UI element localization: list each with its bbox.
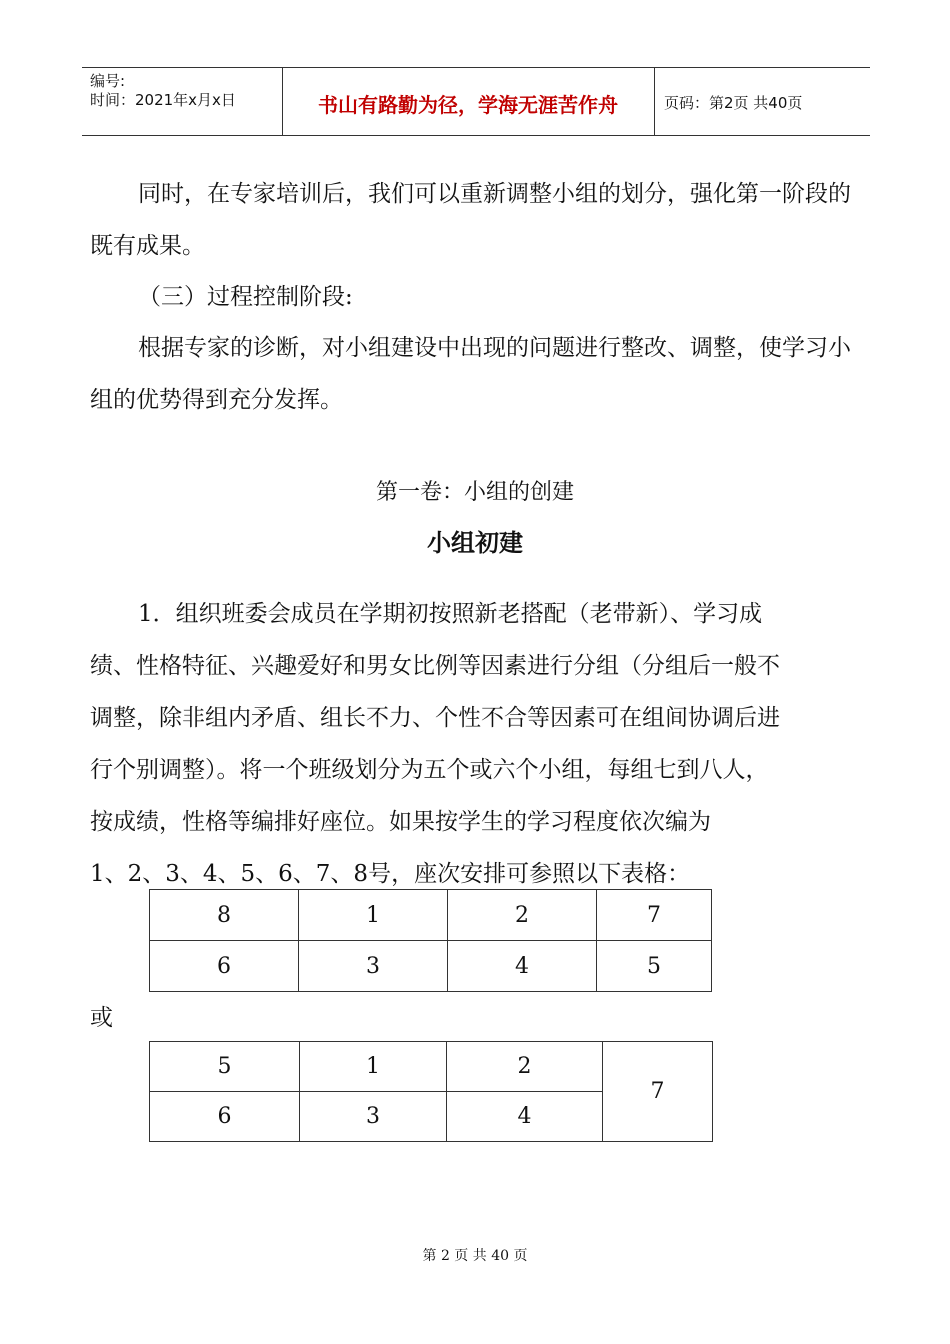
header-motto: 书山有路勤为径，学海无涯苦作舟 xyxy=(318,93,618,117)
table-cell: 7 xyxy=(597,890,712,941)
table-cell: 1 xyxy=(299,890,448,941)
paragraph-line: 调整，除非组内矛盾、组长不力、个性不合等因素可在组间协调后进 xyxy=(90,705,780,731)
table-row xyxy=(150,1042,713,1092)
paragraph-regroup: 同时，在专家培训后，我们可以重新调整小组的划分，强化第一阶段的既有成果。 xyxy=(90,181,851,259)
table-cell: 6 xyxy=(150,941,299,992)
table-cell: 6 xyxy=(150,1092,300,1142)
header-page-label: 页码：第2页 共40页 xyxy=(664,94,803,112)
table-cell: 8 xyxy=(150,890,299,941)
table-cell: 4 xyxy=(447,1092,603,1142)
header-divider xyxy=(654,67,655,135)
paragraph-rectification: 根据专家的诊断，对小组建设中出现的问题进行整改、调整，使学习小组的优势得到充分发挥。 xyxy=(90,335,851,413)
volume-title: 第一卷：小组的创建 xyxy=(375,480,574,505)
table-cell: 3 xyxy=(299,941,448,992)
paragraph-process-control-heading: （三）过程控制阶段: xyxy=(138,284,353,310)
table-cell: 1 xyxy=(300,1042,447,1092)
paragraph-line: 按成绩，性格等编排好座位。如果按学生的学习程度依次编为 xyxy=(90,809,711,835)
table-cell: 2 xyxy=(447,1042,603,1092)
paragraph-line: 1、2、3、4、5、6、7、8号，座次安排可参照以下表格： xyxy=(90,861,691,887)
header-top-rule xyxy=(82,67,870,68)
table-cell: 2 xyxy=(448,890,597,941)
seating-table-1 xyxy=(149,889,712,992)
paragraph-grouping xyxy=(90,588,870,900)
footer-page-number: 第 2 页 共 40 页 xyxy=(422,1248,528,1264)
header-bottom-rule xyxy=(82,135,870,136)
table-row xyxy=(150,890,712,941)
seating-table-2 xyxy=(149,1041,713,1142)
or-text: 或 xyxy=(90,1005,113,1031)
paragraph-line: 1．组织班委会成员在学期初按照新老搭配（老带新）、学习成 xyxy=(138,601,763,627)
header-code-label: 编号: xyxy=(90,72,126,90)
table-cell: 4 xyxy=(448,941,597,992)
table-row xyxy=(150,941,712,992)
table-cell: 3 xyxy=(300,1092,447,1142)
paragraph-line: 绩、性格特征、兴趣爱好和男女比例等因素进行分组（分组后一般不 xyxy=(90,653,780,679)
paragraph-line: 行个别调整）。将一个班级划分为五个或六个小组，每组七到八人， xyxy=(90,757,769,783)
table-cell: 5 xyxy=(150,1042,300,1092)
table-cell: 5 xyxy=(597,941,712,992)
table-cell-merged: 7 xyxy=(603,1042,713,1142)
header-time-label: 时间：2021年x月x日 xyxy=(90,91,236,109)
section-title: 小组初建 xyxy=(427,529,523,557)
